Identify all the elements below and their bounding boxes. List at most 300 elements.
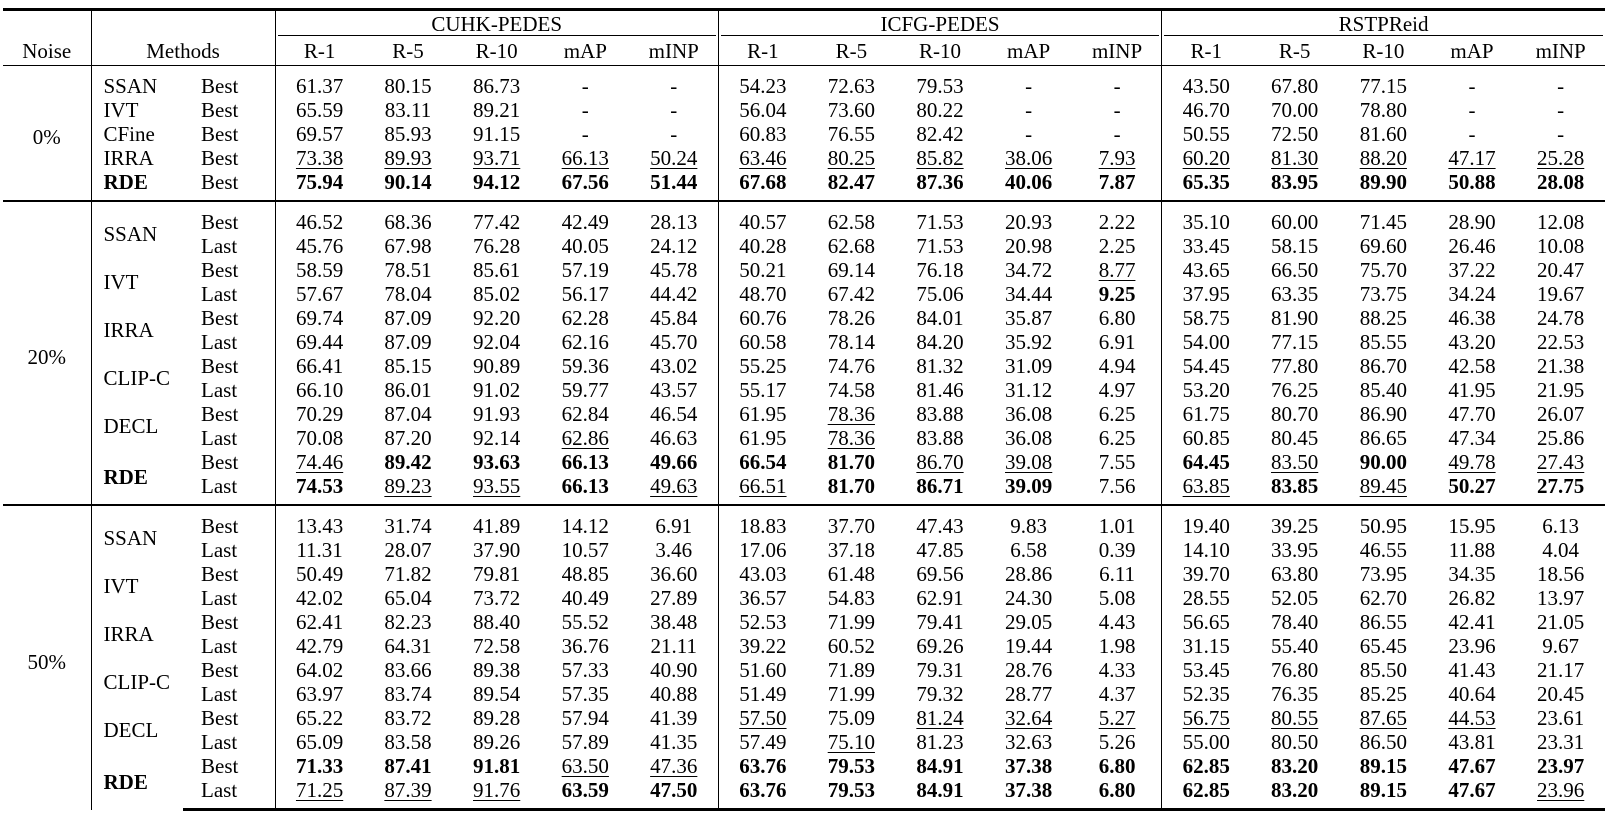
- metric-cell: [1250, 474, 1339, 505]
- metric-cell: [1250, 122, 1339, 146]
- checkpoint-type: Best: [183, 402, 275, 426]
- metric-value: 6.58: [1010, 538, 1048, 562]
- metric-cell: [541, 66, 630, 99]
- metric-cell: [718, 201, 807, 234]
- metric-value: 77.15: [1359, 74, 1407, 98]
- metric-value: 66.13: [561, 146, 609, 170]
- metric-cell: [896, 282, 985, 306]
- metric-value: 77.42: [473, 210, 521, 234]
- metric-value: 73.72: [473, 586, 521, 610]
- metric-cell: [275, 122, 364, 146]
- metric-cell: [1073, 122, 1162, 146]
- metric-value: 6.80: [1098, 754, 1136, 778]
- metric-value: 21.05: [1537, 610, 1585, 634]
- metric-value: 40.05: [561, 234, 609, 258]
- metric-value: 61.75: [1182, 402, 1230, 426]
- metric-cell: [1339, 474, 1428, 505]
- method-name: CLIP-C: [103, 670, 171, 694]
- table-row: [3, 402, 1605, 426]
- metric-cell: [541, 586, 630, 610]
- metric-value: 56.04: [739, 98, 787, 122]
- metric-cell: [364, 170, 453, 201]
- metric-cell: [1162, 754, 1251, 778]
- metric-value: 75.06: [916, 282, 964, 306]
- metric-cell: [1428, 505, 1517, 538]
- metric-value: -: [1468, 122, 1476, 146]
- metric-value: 62.85: [1182, 778, 1230, 802]
- metric-cell: [1250, 658, 1339, 682]
- metric-cell: [630, 610, 719, 634]
- metric-value: 73.75: [1359, 282, 1407, 306]
- table-row: [3, 730, 1605, 754]
- metric-value: 37.95: [1182, 282, 1230, 306]
- metric-cell: [1428, 258, 1517, 282]
- metric-value: 47.70: [1448, 402, 1496, 426]
- metric-value: 56.75: [1182, 706, 1230, 730]
- metric-value: 63.35: [1271, 282, 1319, 306]
- metric-cell: [630, 538, 719, 562]
- table-row: [3, 682, 1605, 706]
- metric-value: 69.44: [295, 330, 344, 354]
- metric-value: 0.39: [1098, 538, 1136, 562]
- metric-value: 9.83: [1010, 514, 1048, 538]
- metric-cell: [630, 586, 719, 610]
- metric-value: 66.54: [739, 450, 787, 474]
- method-name: IRRA: [103, 318, 154, 342]
- metric-cell: [630, 330, 719, 354]
- metric-value: 80.22: [916, 98, 964, 122]
- metric-value: 47.67: [1448, 778, 1496, 802]
- metric-cell: [275, 378, 364, 402]
- metric-cell: [718, 474, 807, 505]
- metric-cell: [1250, 306, 1339, 330]
- metric-value: 9.67: [1542, 634, 1580, 658]
- metric-cell: [1516, 258, 1605, 282]
- metric-cell: [896, 474, 985, 505]
- metric-cell: [984, 610, 1073, 634]
- metric-cell: [1073, 426, 1162, 450]
- metric-value: 43.65: [1182, 258, 1230, 282]
- metric-value: 78.26: [827, 306, 875, 330]
- metric-cell: [1339, 170, 1428, 201]
- metric-value: 34.35: [1448, 562, 1496, 586]
- method-name: SSAN: [91, 505, 183, 562]
- metric-cell: [896, 122, 985, 146]
- metric-cell: [364, 658, 453, 682]
- metric-cell: [275, 450, 364, 474]
- metric-value: 47.17: [1448, 146, 1496, 170]
- metric-cell: [807, 170, 896, 201]
- metric-cell: [630, 306, 719, 330]
- metric-value: 26.07: [1537, 402, 1585, 426]
- metric-cell: [630, 201, 719, 234]
- metric-cell: [984, 258, 1073, 282]
- metric-value: 79.41: [916, 610, 964, 634]
- metric-cell: [984, 505, 1073, 538]
- metric-value: 6.80: [1098, 306, 1136, 330]
- metric-cell: [1073, 586, 1162, 610]
- metric-cell: [452, 474, 541, 505]
- metric-value: 87.41: [384, 754, 432, 778]
- metric-value: 17.06: [739, 538, 787, 562]
- metric-value: -: [1113, 98, 1121, 122]
- metric-cell: [630, 778, 719, 810]
- metric-cell: [896, 730, 985, 754]
- metric-value: 62.68: [827, 234, 875, 258]
- metric-cell: [718, 610, 807, 634]
- metric-value: 6.25: [1098, 426, 1136, 450]
- metric-cell: [984, 562, 1073, 586]
- metric-cell: [630, 634, 719, 658]
- metric-header: R-10: [1339, 37, 1428, 66]
- metric-value: 37.90: [473, 538, 521, 562]
- metric-header: R-1: [275, 37, 364, 66]
- metric-value: 82.47: [827, 170, 875, 194]
- metric-value: 55.00: [1182, 730, 1230, 754]
- metric-value: 65.22: [295, 706, 344, 730]
- metric-header: mINP: [1073, 37, 1162, 66]
- metric-cell: [984, 306, 1073, 330]
- metric-cell: [1516, 306, 1605, 330]
- table-row: [3, 706, 1605, 730]
- metric-value: 54.00: [1182, 330, 1230, 354]
- metric-cell: [1516, 562, 1605, 586]
- metric-value: 55.17: [739, 378, 787, 402]
- metric-value: 87.65: [1359, 706, 1407, 730]
- metric-value: 65.35: [1182, 170, 1230, 194]
- metric-value: 84.01: [916, 306, 964, 330]
- metric-value: 33.45: [1182, 234, 1230, 258]
- metric-value: 88.40: [473, 610, 521, 634]
- metric-value: 5.08: [1098, 586, 1136, 610]
- metric-cell: [275, 682, 364, 706]
- metric-value: 28.08: [1537, 170, 1585, 194]
- metric-value: 63.59: [561, 778, 609, 802]
- metric-cell: [984, 778, 1073, 810]
- metric-cell: [364, 754, 453, 778]
- metric-value: 66.41: [295, 354, 344, 378]
- metric-value: 93.55: [473, 474, 521, 498]
- metric-value: 53.20: [1182, 378, 1230, 402]
- metric-cell: [718, 586, 807, 610]
- metric-cell: [1250, 754, 1339, 778]
- metric-cell: [718, 562, 807, 586]
- metric-cell: [896, 658, 985, 682]
- metric-value: 41.39: [650, 706, 698, 730]
- metric-cell: [452, 234, 541, 258]
- metric-value: 87.39: [384, 778, 432, 802]
- metric-value: 71.99: [827, 682, 875, 706]
- checkpoint-type: Last: [183, 282, 275, 306]
- metric-value: 63.85: [1182, 474, 1230, 498]
- metric-cell: [1250, 562, 1339, 586]
- metric-cell: [1339, 730, 1428, 754]
- metric-value: 77.15: [1271, 330, 1319, 354]
- metric-cell: [1250, 730, 1339, 754]
- metric-value: 92.04: [473, 330, 521, 354]
- metric-value: 31.12: [1005, 378, 1053, 402]
- metric-value: 4.97: [1098, 378, 1136, 402]
- metric-value: 74.46: [295, 450, 344, 474]
- checkpoint-type: Last: [183, 538, 275, 562]
- metric-value: 52.05: [1271, 586, 1319, 610]
- metric-cell: [718, 378, 807, 402]
- metric-cell: [1073, 754, 1162, 778]
- metric-cell: [807, 730, 896, 754]
- metric-value: 25.28: [1537, 146, 1585, 170]
- metric-cell: [1162, 378, 1251, 402]
- metric-cell: [984, 634, 1073, 658]
- metric-cell: [807, 505, 896, 538]
- metric-cell: [275, 306, 364, 330]
- metric-value: 69.57: [295, 122, 344, 146]
- metric-value: 36.76: [561, 634, 609, 658]
- metric-cell: [364, 402, 453, 426]
- metric-value: 46.38: [1448, 306, 1496, 330]
- metric-cell: [1516, 234, 1605, 258]
- metric-cell: [630, 562, 719, 586]
- metric-cell: [984, 450, 1073, 474]
- metric-value: 24.30: [1005, 586, 1053, 610]
- metric-cell: [1339, 282, 1428, 306]
- metric-cell: [807, 330, 896, 354]
- metric-cell: [1516, 450, 1605, 474]
- metric-cell: [1073, 538, 1162, 562]
- metric-cell: [1516, 170, 1605, 201]
- metric-value: 42.58: [1448, 354, 1496, 378]
- metric-cell: [1250, 98, 1339, 122]
- metric-header: R-5: [364, 37, 453, 66]
- metric-cell: [541, 378, 630, 402]
- metric-value: 47.67: [1448, 754, 1496, 778]
- metric-value: 4.37: [1098, 682, 1136, 706]
- metric-cell: [1162, 330, 1251, 354]
- metric-cell: [1073, 66, 1162, 99]
- metric-cell: [718, 505, 807, 538]
- metric-value: 13.43: [295, 514, 344, 538]
- metric-cell: [630, 505, 719, 538]
- metric-cell: [541, 282, 630, 306]
- metric-cell: [452, 282, 541, 306]
- metric-value: 46.54: [650, 402, 698, 426]
- noise-group: [3, 66, 1605, 202]
- metric-cell: [630, 66, 719, 99]
- metric-value: 50.55: [1182, 122, 1230, 146]
- metric-value: 81.46: [916, 378, 964, 402]
- metric-cell: [1516, 330, 1605, 354]
- metric-value: 74.58: [827, 378, 875, 402]
- metric-cell: [1162, 474, 1251, 505]
- metric-cell: [718, 426, 807, 450]
- checkpoint-type: Best: [183, 354, 275, 378]
- metric-value: 38.48: [650, 610, 698, 634]
- metric-value: 75.09: [827, 706, 875, 730]
- metric-cell: [984, 754, 1073, 778]
- metric-cell: [1516, 146, 1605, 170]
- metric-value: 90.00: [1359, 450, 1407, 474]
- metric-value: 57.50: [739, 706, 787, 730]
- table-row: [3, 354, 1605, 378]
- method-name: RDE: [103, 465, 148, 489]
- metric-cell: [896, 538, 985, 562]
- metric-cell: [1516, 426, 1605, 450]
- metric-cell: [1073, 474, 1162, 505]
- metric-cell: [275, 562, 364, 586]
- metric-cell: [1339, 234, 1428, 258]
- metric-cell: [984, 474, 1073, 505]
- metric-value: 86.73: [473, 74, 521, 98]
- metric-value: 92.14: [473, 426, 521, 450]
- metric-cell: [452, 634, 541, 658]
- metric-cell: [1428, 354, 1517, 378]
- metric-value: 57.89: [561, 730, 609, 754]
- metric-cell: [364, 66, 453, 99]
- metric-cell: [364, 258, 453, 282]
- metric-value: 78.04: [384, 282, 432, 306]
- metric-value: 20.98: [1005, 234, 1053, 258]
- metric-cell: [1073, 201, 1162, 234]
- metric-cell: [1428, 778, 1517, 810]
- metric-cell: [541, 610, 630, 634]
- metric-value: 20.47: [1537, 258, 1585, 282]
- metric-cell: [984, 330, 1073, 354]
- metric-value: 89.45: [1359, 474, 1407, 498]
- metric-value: 28.07: [384, 538, 432, 562]
- metric-value: 91.02: [473, 378, 521, 402]
- metric-cell: [1162, 450, 1251, 474]
- metric-value: 41.35: [650, 730, 698, 754]
- method-name: SSAN: [103, 74, 158, 98]
- metric-cell: [452, 610, 541, 634]
- metric-value: 40.49: [561, 586, 609, 610]
- metric-value: 28.86: [1005, 562, 1053, 586]
- metric-cell: [896, 586, 985, 610]
- metric-value: 27.89: [650, 586, 698, 610]
- metric-cell: [896, 330, 985, 354]
- metric-value: 86.90: [1359, 402, 1407, 426]
- table-row: [3, 426, 1605, 450]
- metric-cell: [452, 146, 541, 170]
- method-name: DECL: [103, 414, 159, 438]
- metric-cell: [1339, 354, 1428, 378]
- metric-value: 36.08: [1005, 402, 1053, 426]
- metric-value: 24.78: [1537, 306, 1585, 330]
- metric-cell: [630, 730, 719, 754]
- metric-cell: [364, 730, 453, 754]
- metric-value: 81.70: [827, 474, 875, 498]
- metric-value: 36.08: [1005, 426, 1053, 450]
- metric-cell: [1250, 378, 1339, 402]
- metric-value: 89.54: [473, 682, 521, 706]
- checkpoint-type: Last: [183, 682, 275, 706]
- metric-cell: [807, 610, 896, 634]
- metric-cell: [807, 66, 896, 99]
- metric-value: 28.13: [650, 210, 698, 234]
- metric-value: 84.20: [916, 330, 964, 354]
- table-row: [3, 66, 1605, 99]
- metric-value: 15.95: [1448, 514, 1496, 538]
- metric-value: 39.08: [1005, 450, 1053, 474]
- metric-cell: [541, 450, 630, 474]
- metric-cell: [1162, 98, 1251, 122]
- metric-value: -: [1025, 98, 1033, 122]
- metric-cell: [630, 682, 719, 706]
- metric-cell: [896, 146, 985, 170]
- metric-value: 43.50: [1182, 74, 1230, 98]
- metric-value: 34.72: [1005, 258, 1053, 282]
- metric-value: 61.95: [739, 426, 787, 450]
- metric-value: 50.88: [1448, 170, 1496, 194]
- metric-value: 60.00: [1271, 210, 1319, 234]
- metric-cell: [541, 754, 630, 778]
- metric-value: 50.24: [650, 146, 698, 170]
- metric-value: 83.72: [384, 706, 432, 730]
- metric-value: 32.64: [1005, 706, 1053, 730]
- metric-cell: [1073, 330, 1162, 354]
- noise-group: [3, 505, 1605, 810]
- metric-value: 14.12: [561, 514, 609, 538]
- metric-value: 2.25: [1098, 234, 1136, 258]
- metric-cell: [1073, 234, 1162, 258]
- metric-header: R-1: [718, 37, 807, 66]
- metric-value: -: [1025, 122, 1033, 146]
- method-name: SSAN: [91, 201, 183, 258]
- metric-cell: [1250, 170, 1339, 201]
- metric-cell: [1250, 706, 1339, 730]
- metric-cell: [364, 778, 453, 810]
- metric-value: 50.49: [295, 562, 344, 586]
- metric-cell: [364, 354, 453, 378]
- metric-cell: [541, 562, 630, 586]
- metric-cell: [984, 98, 1073, 122]
- metric-value: 6.13: [1542, 514, 1580, 538]
- metric-cell: [1339, 658, 1428, 682]
- metric-cell: [1073, 282, 1162, 306]
- metric-cell: [1250, 234, 1339, 258]
- metric-cell: [718, 778, 807, 810]
- metric-value: 41.43: [1448, 658, 1496, 682]
- metric-cell: [1339, 306, 1428, 330]
- metric-cell: [364, 330, 453, 354]
- checkpoint-type: Last: [183, 634, 275, 658]
- metric-value: 79.81: [473, 562, 521, 586]
- metric-cell: [1339, 634, 1428, 658]
- method-name: IVT: [103, 574, 139, 598]
- metric-cell: [1162, 146, 1251, 170]
- metric-value: -: [1468, 74, 1476, 98]
- dataset-header-row: [3, 10, 1605, 38]
- metric-value: 33.95: [1271, 538, 1319, 562]
- metric-cell: [807, 778, 896, 810]
- metric-value: 4.94: [1098, 354, 1136, 378]
- metric-value: 89.21: [473, 98, 521, 122]
- metric-cell: [718, 306, 807, 330]
- method-name: CFine: [103, 122, 155, 146]
- metric-cell: [364, 610, 453, 634]
- table-row: [3, 201, 1605, 234]
- metric-value: 59.36: [561, 354, 609, 378]
- metric-value: 20.45: [1537, 682, 1585, 706]
- metric-value: 48.85: [561, 562, 609, 586]
- metric-value: 82.42: [916, 122, 964, 146]
- metric-value: 79.53: [916, 74, 964, 98]
- metric-cell: [630, 258, 719, 282]
- metric-value: 14.10: [1182, 538, 1230, 562]
- noise-header: Noise: [3, 37, 91, 66]
- metric-cell: [1073, 306, 1162, 330]
- metric-cell: [1162, 234, 1251, 258]
- metric-value: 54.23: [739, 74, 787, 98]
